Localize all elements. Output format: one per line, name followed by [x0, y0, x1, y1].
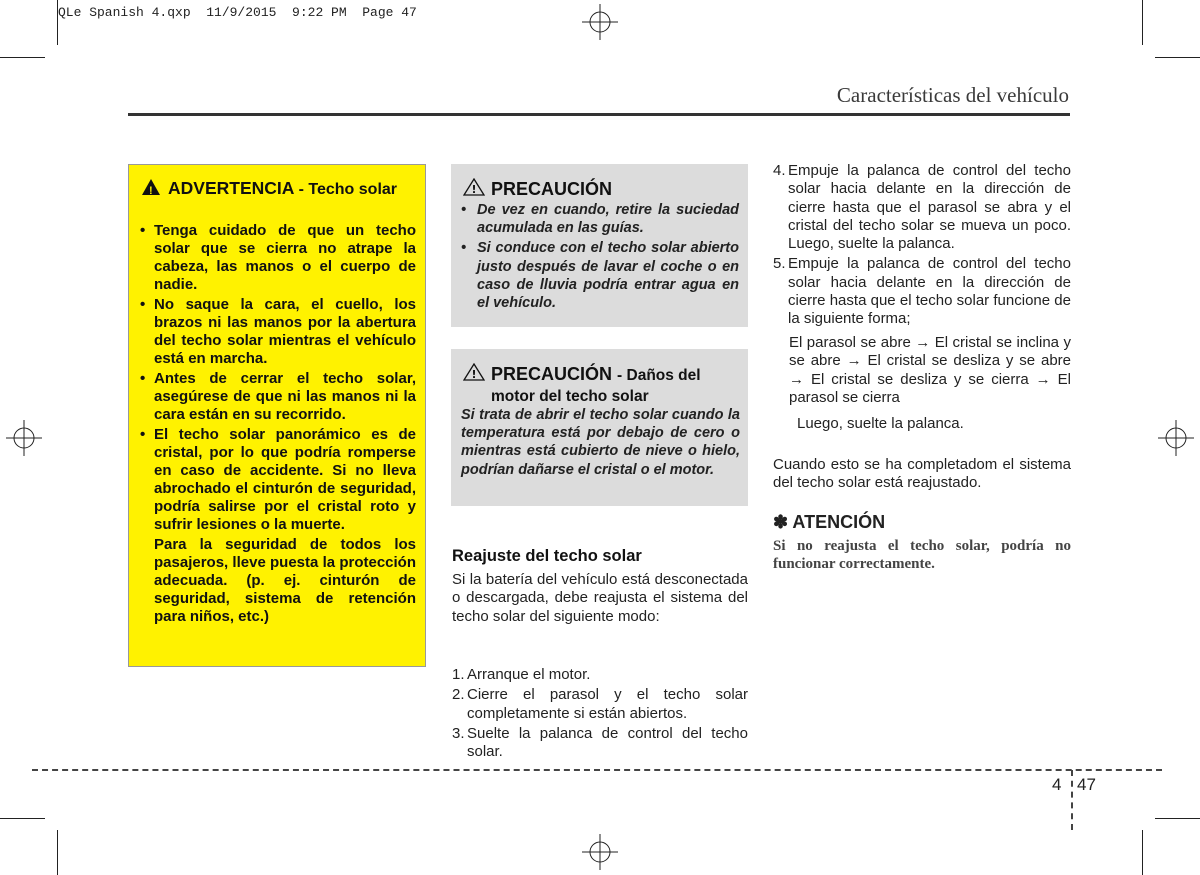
crop-mark — [0, 818, 45, 819]
list-item: • Si conduce con el techo solar abierto justo después de lavar el coche o en caso de lluvia podría entrar agua en el vehículo. — [461, 240, 739, 312]
reset-intro: Si la batería del vehículo está desconectada o descargada, debe reajusta el sistema del techo solar del siguiente modo: — [452, 571, 748, 625]
reset-sequence: El parasol se abre → El cristal se inclina y se abre → El cristal se desliza y se abre → El cristal se desliza y se cierra → El parasol se cierra — [789, 334, 1071, 406]
attention-body: Si no reajusta el techo solar, podría no funcionar correctamente. — [773, 538, 1071, 572]
crop-mark — [0, 57, 45, 58]
attention-heading: ✽ ATENCIÓN — [773, 512, 886, 532]
caution-box — [451, 164, 748, 327]
svg-text:!: ! — [471, 183, 477, 196]
svg-text:!: ! — [471, 368, 477, 381]
crop-mark — [1142, 0, 1143, 45]
list-item: 2. Cierre el parasol y el techo solar completamente si están abiertos. — [452, 686, 748, 722]
list-item: • No saque la cara, el cuello, los brazos ni las manos por la abertura del techo solar mientras el vehículo está en marcha. — [140, 296, 416, 367]
registration-mark-icon — [582, 834, 618, 870]
footer-rule — [32, 769, 1162, 771]
list-item: • El techo solar panorámico es de cristal, por lo que podría romperse en caso de accidente. Si no lleva abrochado el cinturón de seguridad, podría salirse por el cristal roto y sufrir lesiones o la muerte. Para la seguridad de todos los pasajeros, lleve puesta la protección adecuada. (p. ej. cinturón de seguridad, sistema de retención para niños, etc.) — [140, 426, 416, 625]
warning-label: ADVERTENCIA — [168, 178, 294, 198]
registration-mark-icon — [6, 420, 42, 456]
reset-done: Cuando esto se ha completadom el sistema del techo solar está reajustado. — [773, 456, 1071, 492]
crop-mark — [1155, 818, 1200, 819]
warning-extra: Para la seguridad de todos los pasajeros, lleve puesta la protección adecuada. (p. ej. cinturón de seguridad, sistema de retención para niños, etc.) — [154, 536, 416, 625]
list-item: 5. Empuje la palanca de control del techo solar hacia delante en la dirección de cierre hasta que el techo solar funcione de la siguiente forma; — [773, 255, 1071, 328]
caution-box — [451, 349, 748, 506]
caution-title: ! PRECAUCIÓN — [463, 178, 612, 200]
warning-title — [142, 178, 412, 200]
caution-list — [461, 201, 739, 314]
chapter-number: 4 — [1052, 775, 1062, 794]
warning-list — [140, 222, 416, 628]
crop-mark — [57, 0, 58, 45]
header-rule — [128, 113, 1070, 116]
footer-divider — [1071, 770, 1073, 830]
caution-body: Si trata de abrir el techo solar cuando la temperatura está por debajo de cero o mientras está cubierto de nieve o hielo, podrían dañarse el cristal o el motor. — [461, 407, 740, 478]
page-number: 47 — [1077, 775, 1096, 794]
list-item: • Antes de cerrar el techo solar, asegúrese de que ni las manos ni la cara están en su recorrido. — [140, 370, 416, 423]
caution-icon — [463, 178, 485, 196]
page-header-title: Características del vehículo — [836, 83, 1069, 107]
caution-title: ! PRECAUCIÓN - Daños del motor del techo solar — [463, 363, 743, 407]
reset-steps-right — [773, 162, 1071, 331]
section-heading: Reajuste del techo solar — [452, 547, 642, 565]
list-item: 3. Suelte la palanca de control del techo solar. — [452, 724, 748, 761]
warning-subtitle: - Techo solar — [298, 181, 398, 198]
list-item: • Tenga cuidado de que un techo solar que se cierra no atrape la cabeza, las manos o el cuerpo de nadie. — [140, 222, 416, 293]
list-item: 1. Arranque el motor. — [452, 666, 591, 683]
reset-steps-left — [452, 666, 748, 763]
registration-mark-icon — [582, 4, 618, 40]
reset-release: Luego, suelte la palanca. — [797, 415, 964, 432]
list-item: 4. Empuje la palanca de control del techo solar hacia delante en la dirección de cierre hasta que el parasol se abra y el cristal del techo solar se mueva un poco. Luego, suelte la palanca. — [773, 162, 1071, 253]
crop-mark — [1142, 830, 1143, 875]
caution-icon — [463, 363, 485, 381]
print-slug: QLe Spanish 4.qxp 11/9/2015 9:22 PM Page 47 — [58, 5, 417, 20]
crop-mark — [1155, 57, 1200, 58]
warning-icon — [142, 179, 160, 195]
registration-mark-icon — [1158, 420, 1194, 456]
crop-mark — [57, 830, 58, 875]
list-item: • De vez en cuando, retire la suciedad acumulada en las guías. — [461, 202, 739, 237]
